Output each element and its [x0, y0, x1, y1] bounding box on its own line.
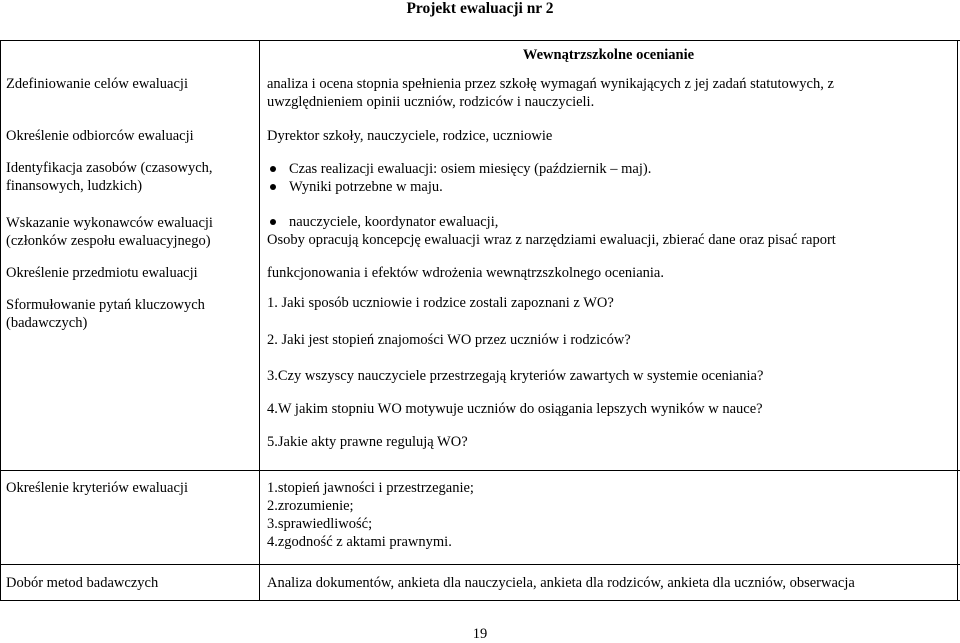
evaluation-aim: analiza i ocena stopnia spełnienia przez szkołę wymagań wynikających z jej zadań statutowych, z uwzględnieniem opinii uczniów, rodziców i nauczycieli.	[267, 76, 834, 110]
criteria-item: 3.sprawiedliwość;	[267, 516, 373, 532]
table-right-border	[957, 40, 958, 601]
key-question-4: 4.W jakim stopniu WO motywuje uczniów do osiągania lepszych wyników w nauce?	[267, 401, 763, 417]
table-top-border	[0, 40, 960, 41]
bullet-icon	[270, 166, 276, 172]
criteria-item: 1.stopień jawności i przestrzeganie;	[267, 480, 474, 496]
table-divider-criteria	[0, 470, 960, 471]
bullet-item: nauczyciele, koordynator ewaluacji,	[267, 213, 836, 231]
bullet-icon	[270, 184, 276, 190]
label-subject: Określenie przedmiotu ewaluacji	[6, 265, 198, 281]
executors-value: nauczyciele, koordynator ewaluacji, Osoby opracują koncepcję ewaluacji wraz z narzędziami ewaluacji, zbierać dane oraz pisać raport	[267, 214, 836, 248]
criteria-item: 4.zgodność z aktami prawnymi.	[267, 534, 452, 550]
bullet-item: Czas realizacji ewaluacji: osiem miesięcy (październik – maj).	[267, 160, 651, 178]
label-audience: Określenie odbiorców ewaluacji	[6, 128, 194, 144]
label-goals: Zdefiniowanie celów ewaluacji	[6, 76, 188, 92]
methods-value: Analiza dokumentów, ankieta dla nauczyciela, ankieta dla rodziców, ankieta dla uczniów, obserwacja	[267, 575, 855, 591]
criteria-list	[267, 479, 474, 551]
subject-value: funkcjonowania i efektów wdrożenia wewnątrzszkolnego oceniania.	[267, 265, 664, 281]
page-number: 19	[472, 626, 488, 642]
label-key-questions: Sformułowanie pytań kluczowych (badawczych)	[6, 297, 205, 331]
table-column-divider	[259, 40, 260, 601]
key-question-1: 1. Jaki sposób uczniowie i rodzice zostali zapoznani z WO?	[267, 295, 614, 311]
label-methods: Dobór metod badawczych	[6, 575, 159, 591]
audience-value: Dyrektor szkoły, nauczyciele, rodzice, uczniowie	[267, 128, 553, 144]
table-left-border	[0, 40, 1, 601]
label-resources: Identyfikacja zasobów (czasowych, finansowych, ludzkich)	[6, 160, 213, 194]
table-bottom-border	[0, 600, 960, 601]
bullet-icon	[270, 219, 276, 225]
key-question-3: 3.Czy wszyscy nauczyciele przestrzegają kryteriów zawartych w systemie oceniania?	[267, 368, 764, 384]
key-question-2: 2. Jaki jest stopień znajomości WO przez uczniów i rodziców?	[267, 332, 631, 348]
bullet-item: Wyniki potrzebne w maju.	[267, 178, 651, 196]
document-title: Projekt ewaluacji nr 2	[406, 0, 554, 17]
criteria-item: 2.zrozumienie;	[267, 498, 354, 514]
key-question-5: 5.Jakie akty prawne regulują WO?	[267, 434, 468, 450]
right-heading: Wewnątrzszkolne ocenianie	[522, 47, 695, 63]
table-divider-methods	[0, 564, 960, 565]
label-criteria: Określenie kryteriów ewaluacji	[6, 480, 188, 496]
label-executors: Wskazanie wykonawców ewaluacji (członków zespołu ewaluacyjnego)	[6, 215, 213, 249]
resources-list	[267, 160, 651, 196]
